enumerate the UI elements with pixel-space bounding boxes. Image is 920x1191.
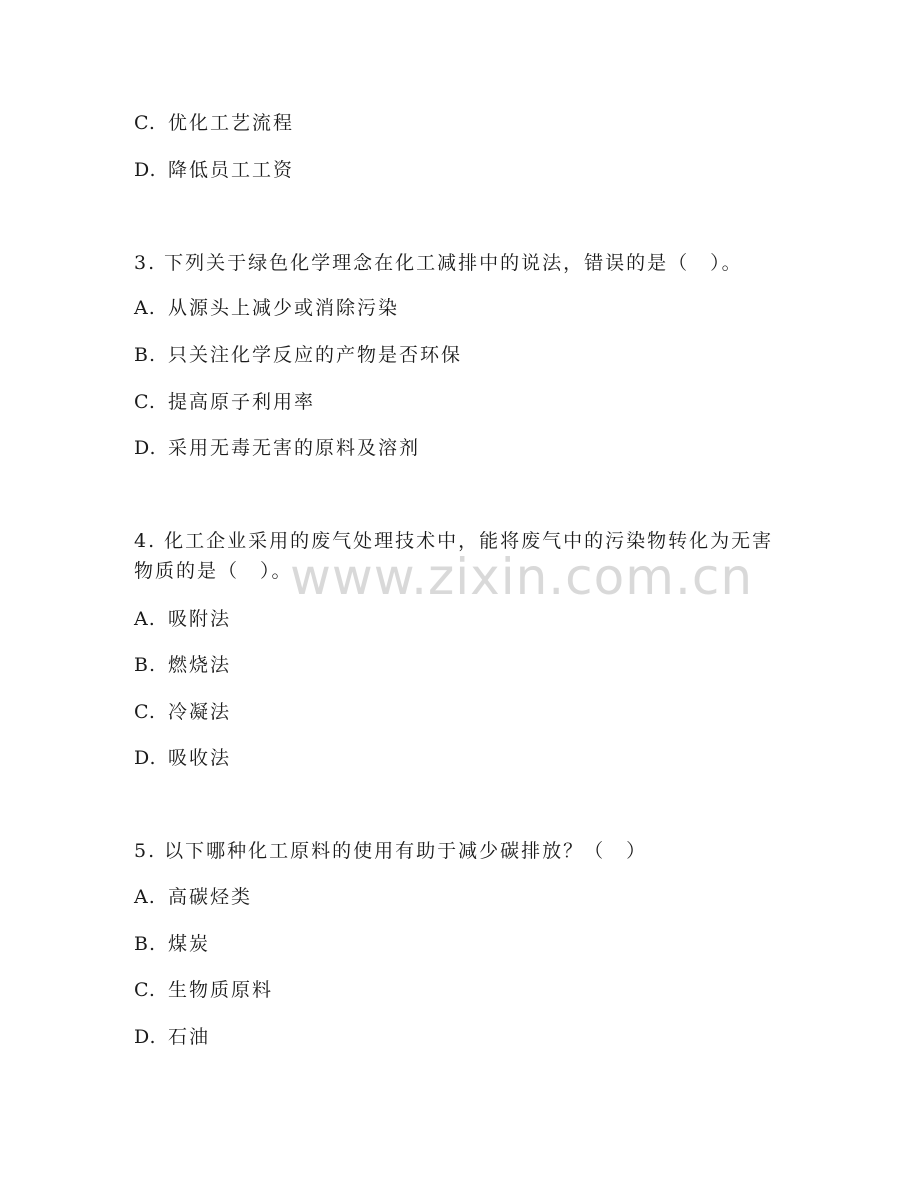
option-letter: A.: [134, 297, 156, 319]
option-text: 石油: [168, 1026, 211, 1048]
q4-option-c: [134, 700, 231, 724]
option-letter: A.: [134, 608, 156, 630]
option-text: 燃烧法: [168, 654, 232, 676]
option-text: 降低员工工资: [168, 159, 295, 181]
q3-stem: 3. 下列关于绿色化学理念在化工减排中的说法，错误的是（ ）。: [134, 252, 743, 274]
option-letter: C.: [134, 701, 156, 723]
option-letter: B.: [134, 933, 157, 955]
option-letter: D.: [134, 747, 157, 769]
option-text: 吸收法: [168, 747, 232, 769]
option-letter: A.: [134, 886, 156, 908]
q3-option-b: [134, 343, 462, 367]
q4-option-d: [134, 746, 231, 770]
watermark: www.zixin.com.cn: [290, 548, 754, 606]
q4-option-a: [134, 607, 231, 631]
option-text: 优化工艺流程: [168, 112, 295, 134]
q2-option-c: [134, 111, 294, 135]
q5-stem: 5. 以下哪种化工原料的使用有助于减少碳排放？（ ）: [134, 840, 648, 862]
option-letter: D.: [134, 159, 157, 181]
q5-option-a: [134, 885, 252, 909]
option-letter: B.: [134, 654, 157, 676]
option-text: 吸附法: [168, 608, 232, 630]
q3-option-d: [134, 436, 420, 460]
option-letter: C.: [134, 979, 156, 1001]
option-text: 从源头上减少或消除污染: [168, 297, 400, 319]
q4-option-b: [134, 653, 231, 677]
option-letter: D.: [134, 437, 157, 459]
q5-option-b: [134, 932, 210, 956]
q5-option-d: [134, 1025, 210, 1049]
q3-option-a: [134, 296, 399, 320]
q5-option-c: [134, 978, 273, 1002]
q2-option-d: [134, 158, 294, 182]
option-text: 煤炭: [168, 933, 211, 955]
q3-option-c: [134, 390, 315, 414]
option-letter: D.: [134, 1026, 157, 1048]
option-text: 采用无毒无害的原料及溶剂: [168, 437, 421, 459]
option-letter: C.: [134, 112, 156, 134]
option-text: 提高原子利用率: [168, 391, 316, 413]
q4-stem: 4. 化工企业采用的废气处理技术中，能将废气中的污染物转化为无害物质的是（ ）。: [134, 530, 774, 582]
option-letter: B.: [134, 344, 157, 366]
option-text: 高碳烃类: [168, 886, 253, 908]
option-text: 生物质原料: [168, 979, 274, 1001]
option-text: 冷凝法: [168, 701, 232, 723]
option-letter: C.: [134, 391, 156, 413]
option-text: 只关注化学反应的产物是否环保: [168, 344, 463, 366]
